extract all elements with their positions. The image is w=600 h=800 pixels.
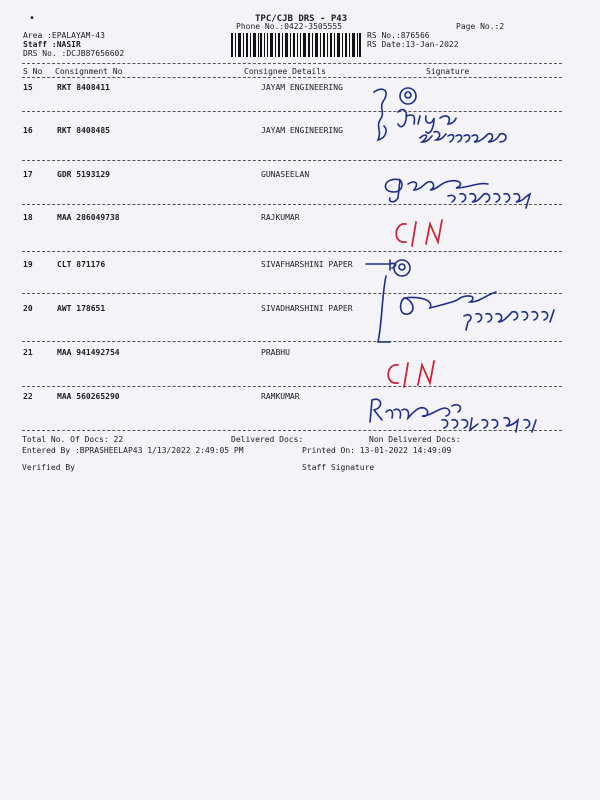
handwritten-cn-mark-2 [378, 355, 458, 389]
row-consignee: PRABHU [261, 348, 290, 357]
row-consignment: MAA 560265290 [57, 392, 120, 401]
row-consignee: SIVADHARSHINI PAPER [261, 304, 353, 313]
divider [22, 160, 562, 161]
row-consignment: CLT 871176 [57, 260, 106, 269]
phone-number: Phone No.:0422-3505555 [236, 22, 342, 31]
row-consignee: RAJKUMAR [261, 213, 300, 222]
row-sno: 19 [23, 260, 33, 269]
barcode [231, 33, 361, 57]
delivered-docs: Delivered Docs: [231, 435, 304, 444]
corner-mark: • [29, 13, 36, 24]
column-signature: Signature [426, 67, 470, 76]
row-sno: 18 [23, 213, 33, 222]
document-title: TPC/CJB DRS - P43 [255, 14, 348, 24]
printed-on: Printed On: 13-01-2022 14:49:09 [302, 446, 452, 455]
divider [22, 77, 562, 78]
row-consignment: RKT 8408485 [57, 126, 110, 135]
row-consignment: RKT 8408411 [57, 83, 110, 92]
row-consignee: JAYAM ENGINEERING [261, 83, 343, 92]
row-sno: 15 [23, 83, 33, 92]
row-consignee: RAMKUMAR [261, 392, 300, 401]
row-sno: 22 [23, 392, 33, 401]
row-consignee: SIVAFHARSHINI PAPER [261, 260, 353, 269]
handwritten-signature-ramkumar [360, 392, 580, 436]
area-field: Area :EPALAYAM-43 [23, 31, 105, 40]
staff-field: Staff :NASIR [23, 40, 81, 49]
total-docs: Total No. Of Docs: 22 [22, 435, 124, 444]
row-consignment: GDR 5193129 [57, 170, 110, 179]
row-consignee: JAYAM ENGINEERING [261, 126, 343, 135]
row-sno: 16 [23, 126, 33, 135]
handwritten-cn-mark-1 [386, 216, 466, 250]
row-consignment: AWT 178651 [57, 304, 106, 313]
row-sno: 21 [23, 348, 33, 357]
column-consignment: Consignment No [55, 67, 123, 76]
row-consignee: GUNASEELAN [261, 170, 310, 179]
divider [22, 251, 562, 252]
page-number: Page No.:2 [456, 22, 505, 31]
divider [22, 63, 562, 64]
divider [22, 386, 562, 387]
handwritten-signature-gunaseelan [370, 168, 590, 216]
row-sno: 20 [23, 304, 33, 313]
rs-date: RS Date:13-Jan-2022 [367, 40, 459, 49]
non-delivered-docs: Non Delivered Docs: [369, 435, 461, 444]
column-sno: S No [23, 67, 43, 76]
row-consignment: MAA 941492754 [57, 348, 120, 357]
handwritten-signature-sivadharshini [360, 254, 580, 346]
drs-number: DRS No. :DCJB87656602 [23, 49, 125, 58]
row-consignment: MAA 286049738 [57, 213, 120, 222]
rs-number: RS No.:876566 [367, 31, 430, 40]
column-consignee: Consignee Details [244, 67, 326, 76]
verified-by: Verified By [22, 463, 75, 472]
staff-signature: Staff Signature [302, 463, 375, 472]
handwritten-signature-divya [360, 80, 560, 155]
row-sno: 17 [23, 170, 33, 179]
entered-by: Entered By :BPRASHEELAP43 1/13/2022 2:49:05 PM [22, 446, 244, 455]
